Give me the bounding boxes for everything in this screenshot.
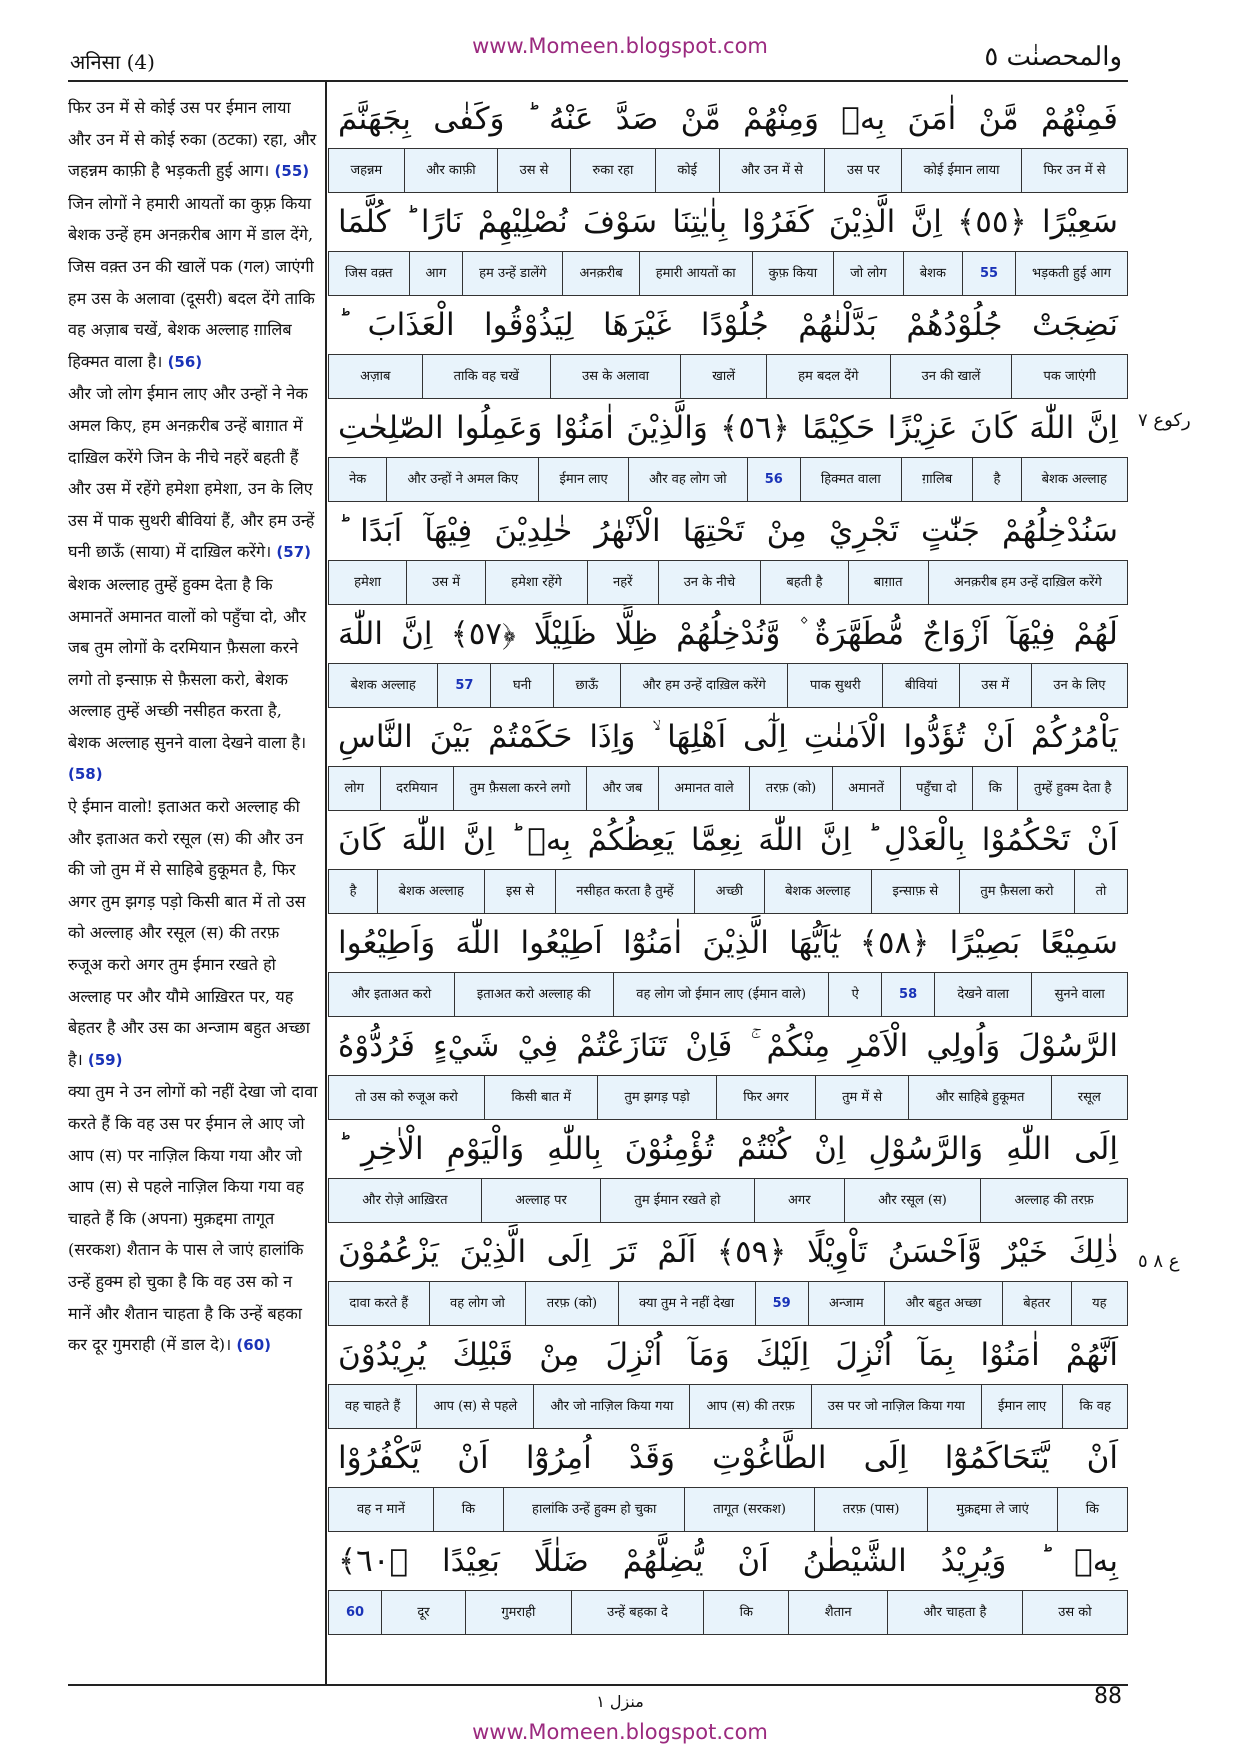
gloss-cell: गुमराही (465, 1591, 571, 1634)
gloss-cell: छाऊँ (553, 664, 620, 707)
gloss-cell: और काफ़ी (404, 149, 497, 192)
gloss-cell: तो उस को रुजूअ करो (355, 1089, 458, 1105)
verse-number-cell: 57 (437, 664, 490, 707)
gloss-cell: और वह लोग जो (628, 458, 747, 501)
translation-text: फिर उन में से कोई उस पर ईमान लाया और उन में से कोई रुका (ठटका) रहा, और जहन्नम काफ़ी है भड़कती हुई आग। (68, 98, 317, 181)
gloss-cell: अच्छी (694, 870, 763, 913)
gloss-cell: अल्लाह पर (481, 1179, 600, 1222)
gloss-cell: और इताअत करो (351, 986, 432, 1002)
bottom-rule (68, 1684, 1128, 1686)
gloss-cell: अल्लाह की तरफ़ (980, 1179, 1127, 1222)
gloss-cell: तागूत (सरकश) (684, 1488, 814, 1531)
gloss-cell: तुम ईमान रखते हो (600, 1179, 754, 1222)
gloss-cell: उन्हें बहका दे (571, 1591, 704, 1634)
ruku-mark: ركوع ٧ (1138, 410, 1191, 431)
gloss-cell: हिक्मत वाला (800, 458, 901, 501)
gloss-cell: और रसूल (स) (844, 1179, 980, 1222)
translation-paragraph (68, 791, 318, 1076)
translation-paragraph (68, 569, 318, 791)
verse-number-cell: 55 (962, 252, 1015, 295)
gloss-cell: हम बदल देंगे (766, 355, 889, 398)
verse-number: (57) (276, 543, 311, 562)
gloss-cell: आप (स) से पहले (416, 1385, 533, 1428)
gloss-cell: हम उन्हें डालेंगे (462, 252, 562, 295)
gloss-cell: वह लोग जो ईमान लाए (ईमान वाले) (613, 973, 828, 1016)
gloss-cell: तुम फ़ैसला करो (959, 870, 1074, 913)
gloss-cell: जो लोग (833, 252, 903, 295)
gloss-cell: क्या तुम ने नहीं देखा (618, 1282, 755, 1325)
arabic-line: الرَّسُوْلَ وَاُولِي الْاَمْرِ مِنْكُمْ ۚ فَاِنْ تَنَازَعْتُمْ فِيْ شَيْءٍ فَرُدُّوْهُ (338, 1028, 1118, 1064)
gloss-cell: कि (972, 767, 1017, 810)
gloss-cell: उस पर जो नाज़िल किया गया (811, 1385, 981, 1428)
gloss-row (328, 972, 1128, 1017)
gloss-cell: खालें (680, 355, 766, 398)
gloss-row (328, 1075, 1128, 1120)
gloss-cell: उस में (406, 561, 485, 604)
gloss-cell: और रोज़े आख़िरत (362, 1192, 448, 1208)
gloss-cell: और बहुत अच्छा (884, 1282, 1002, 1325)
gloss-cell: बीवियां (882, 664, 959, 707)
page-number: 88 (1094, 1684, 1122, 1709)
translation-paragraph (68, 92, 318, 188)
gloss-cell: बेशक अल्लाह (1021, 458, 1128, 501)
gloss-cell: रुका रहा (570, 149, 655, 192)
gloss-cell: नसीहत करता है तुम्हें (555, 870, 694, 913)
gloss-cell: कि वह (1062, 1385, 1127, 1428)
verse-number: (60) (236, 1336, 272, 1355)
gloss-row (328, 560, 1128, 605)
gloss-cell: ईमान लाए (981, 1385, 1062, 1428)
gloss-cell: तरफ़ (को) (749, 767, 832, 810)
gloss-row (328, 1590, 1128, 1635)
translation-column (68, 92, 318, 1362)
gloss-cell: देखने वाला (934, 973, 1031, 1016)
gloss-cell: पक जाएंगी (1011, 355, 1127, 398)
gloss-cell: अन्जाम (808, 1282, 884, 1325)
translation-text: जिन लोगों ने हमारी आयतों का कुफ़्र किया बेशक उन्हें हम अनक़रीब आग में डाल देंगे, जिस वक़्त उन की खालें पक (गल) जाएंगी हम उस के अलावा (दूसरी) बदल देंगे ताकि वह अज़ाब चखें, बेशक अल्लाह ग़ालिब हिक्मत वाला है। (68, 193, 315, 371)
manzil-label: منزل ١ (596, 1692, 644, 1711)
translation-text: बेशक अल्लाह तुम्हें हुक्म देता है कि अमानतें अमानत वालों को पहुँचा दो, और जब तुम लोगों के दरमियान फ़ैसला करने लगो तो इन्साफ़ से फ़ैसला करो, बेशक अल्लाह तुम्हें अच्छी नसीहत करता है, बेशक अल्लाह सुनने वाला देखने वाला है। (68, 574, 307, 752)
gloss-cell: अनक़रीब (562, 252, 638, 295)
gloss-cell: घनी (490, 664, 552, 707)
gloss-cell: जिस वक़्त (345, 265, 393, 281)
gloss-cell: कि (1057, 1488, 1127, 1531)
gloss-cell: कुफ़ किया (752, 252, 833, 295)
gloss-cell: किसी बात में (484, 1076, 597, 1119)
gloss-cell: है (972, 458, 1020, 501)
arabic-line: بِهٖ ؕ وَيُرِيْدُ الشَّيْطٰنُ اَنْ يُّضِلَّهُمْ ضَلٰلًا بَعِيْدًا ﴿٦٠﴾ (338, 1543, 1118, 1579)
gloss-cell: बेशक अल्लाह (350, 677, 416, 693)
gloss-row (328, 148, 1128, 193)
arabic-line: سَنُدْخِلُهُمْ جَنّٰتٍ تَجْرِيْ مِنْ تَحْتِهَا الْاَنْهٰرُ خٰلِدِيْنَ فِيْهَآ اَبَدًا ؕ (338, 513, 1118, 549)
gloss-cell: तुम में से (815, 1076, 908, 1119)
gloss-row (328, 251, 1128, 296)
word-by-word-column (328, 90, 1128, 1635)
gloss-cell: अनक़रीब हम उन्हें दाख़िल करेंगे (928, 561, 1127, 604)
gloss-cell: और हम उन्हें दाख़िल करेंगे (620, 664, 788, 707)
gloss-cell: दावा करते हैं (349, 1295, 409, 1311)
gloss-cell: तरफ़ (पास) (814, 1488, 927, 1531)
gloss-cell: ईमान लाए (538, 458, 627, 501)
gloss-cell: ग़ालिब (901, 458, 973, 501)
translation-text: और जो लोग ईमान लाए और उन्हों ने नेक अमल किए, हम अनक़रीब उन्हें बाग़ात में दाख़िल करेंगे जिन के नीचे नहरें बहती हैं और उस में रहेंगे हमेशा हमेशा, उन के लिए उस में पाक सुथरी बीवियां हैं, और हम उन्हें घनी छाऊँ (साया) में दाख़िल करेंगे। (68, 384, 315, 562)
gloss-cell: हालांकि उन्हें हुक्म हो चुका (503, 1488, 684, 1531)
verse-number-cell: 59 (755, 1282, 808, 1325)
gloss-cell: उस को (1022, 1591, 1127, 1634)
verse-number: (59) (87, 1050, 123, 1069)
translation-paragraph (68, 1076, 318, 1361)
gloss-cell: लोग (344, 780, 364, 796)
verse-number-cell: 56 (747, 458, 800, 501)
arabic-line: اَنَّهُمْ اٰمَنُوْا بِمَآ اُنْزِلَ اِلَيْكَ وَمَآ اُنْزِلَ مِنْ قَبْلِكَ يُرِيْدُوْنَ (338, 1337, 1118, 1373)
gloss-cell: जहन्नम (350, 162, 383, 178)
arabic-line: نَضِجَتْ جُلُوْدُهُمْ بَدَّلْنٰهُمْ جُلُوْدًا غَيْرَهَا لِيَذُوْقُوا الْعَذَابَ ؕ (338, 307, 1118, 343)
gloss-row (328, 663, 1128, 708)
gloss-cell: तुम्हें हुक्म देता है (1017, 767, 1127, 810)
verse-number-cell: 60 (345, 1604, 365, 1620)
gloss-cell: इताअत करो अल्लाह की (454, 973, 613, 1016)
gloss-cell: बेहतर (1002, 1282, 1071, 1325)
gloss-cell: हमारी आयतों का (639, 252, 752, 295)
arabic-line: سَعِيْرًا ﴿٥٥﴾ اِنَّ الَّذِيْنَ كَفَرُوْا بِاٰيٰتِنَا سَوْفَ نُصْلِيْهِمْ نَارًا ؕ كُلَّمَا (338, 204, 1118, 240)
gloss-cell: आग (409, 252, 463, 295)
gloss-cell: कोई (655, 149, 719, 192)
translation-text: ऐ ईमान वालो! इताअत करो अल्लाह की और इताअत करो रसूल (स) की और उन की जो तुम में से साहिबे हुकूमत है, फिर अगर तुम झगड़ पड़ो किसी बात में तो उस को अल्लाह और रसूल (स) की तरफ़ रुजूअ करो अगर तुम ईमान रखते हो अल्लाह पर और यौमे आख़िरत पर, यह बेहतर है और उस का अन्जाम बहुत अच्छा है। (68, 797, 310, 1069)
gloss-cell: और जो नाज़िल किया गया (533, 1385, 689, 1428)
header-url[interactable]: www.Momeen.blogspot.com (472, 34, 768, 58)
gloss-row (328, 1487, 1128, 1532)
gloss-row (328, 1384, 1128, 1429)
gloss-cell: बहती है (760, 561, 847, 604)
gloss-cell: इस से (484, 870, 554, 913)
gloss-cell: उस पर (824, 149, 901, 192)
translation-paragraph (68, 378, 318, 569)
arabic-line: اَنْ تَحْكُمُوْا بِالْعَدْلِ ؕ اِنَّ اللّٰهَ نِعِمَّا يَعِظُكُمْ بِهٖ ؕ اِنَّ اللّٰهَ كَانَ (338, 822, 1118, 858)
arabic-line: اِلَى اللّٰهِ وَالرَّسُوْلِ اِنْ كُنْتُمْ تُؤْمِنُوْنَ بِاللّٰهِ وَالْيَوْمِ الْاٰخِرِ ؕ (338, 1131, 1118, 1167)
gloss-cell: और उन में से (719, 149, 825, 192)
gloss-cell: रसूल (1051, 1076, 1127, 1119)
gloss-row (328, 1178, 1128, 1223)
gloss-cell: तो (1074, 870, 1127, 913)
verse-number: (56) (167, 352, 203, 371)
gloss-cell: वह न मानें (356, 1501, 405, 1517)
arabic-line: اَنْ يَّتَحَاكَمُوْٓا اِلَى الطَّاغُوْتِ وَقَدْ اُمِرُوْٓا اَنْ يَّكْفُرُوْا (338, 1440, 1118, 1476)
arabic-line: يَاْمُرُكُمْ اَنْ تُؤَدُّوا الْاَمٰنٰتِ اِلٰٓى اَهْلِهَا ۙ وَاِذَا حَكَمْتُمْ بَيْنَ النَّاسِ (338, 719, 1118, 755)
arabic-line: سَمِيْعًا بَصِيْرًا ﴿٥٨﴾ يٰٓاَيُّهَا الَّذِيْنَ اٰمَنُوْٓا اَطِيْعُوا اللّٰهَ وَاَطِيْعُوا (338, 925, 1118, 961)
gloss-cell: तरफ़ (को) (525, 1282, 617, 1325)
gloss-cell: नेक (349, 471, 367, 487)
gloss-cell: आप (स) की तरफ़ (689, 1385, 810, 1428)
verse-number: (55) (274, 162, 310, 181)
arabic-line: فَمِنْهُمْ مَّنْ اٰمَنَ بِهٖ وَمِنْهُمْ مَّنْ صَدَّ عَنْهُ ؕ وَكَفٰى بِجَهَنَّمَ (338, 101, 1118, 137)
gloss-cell: ताकि वह चखें (422, 355, 551, 398)
gloss-cell: वह लोग जो (429, 1282, 526, 1325)
gloss-row (328, 766, 1128, 811)
gloss-cell: अगर (754, 1179, 844, 1222)
footer-url[interactable]: www.Momeen.blogspot.com (472, 1720, 768, 1744)
ruku-mark: ع ٨ ٥ (1138, 1251, 1180, 1272)
gloss-row (328, 354, 1128, 399)
gloss-cell: इन्साफ़ से (871, 870, 959, 913)
gloss-cell: यह (1071, 1282, 1127, 1325)
verse-number: (58) (68, 765, 103, 784)
gloss-cell: नहरें (587, 561, 658, 604)
gloss-cell: अमानतें (832, 767, 900, 810)
gloss-cell: अज़ाब (360, 368, 391, 384)
translation-paragraph (68, 188, 318, 379)
gloss-cell: पहुँचा दो (900, 767, 972, 810)
surah-name: अनिसा (4) (70, 50, 155, 74)
gloss-cell: उन की खालें (890, 355, 1012, 398)
gloss-cell: वह चाहते हैं (345, 1398, 401, 1414)
top-rule (68, 80, 1128, 82)
gloss-cell: हमेशा रहेंगे (485, 561, 587, 604)
gloss-cell: है (349, 883, 357, 899)
gloss-cell: उन के नीचे (658, 561, 761, 604)
arabic-line: لَهُمْ فِيْهَآ اَزْوَاجٌ مُّطَهَّرَةٌ ۫ وَّنُدْخِلُهُمْ ظِلًّا ظَلِيْلًا ﴿٥٧﴾ اِنَّ اللّٰهَ (338, 616, 1118, 652)
gloss-cell: बेशक अल्लाह (377, 870, 484, 913)
gloss-cell: मुक़द्दमा ले जाएं (927, 1488, 1056, 1531)
gloss-cell: कि (433, 1488, 503, 1531)
gloss-cell: हमेशा (354, 574, 381, 590)
gloss-cell: भड़कती हुई आग (1015, 252, 1127, 295)
gloss-cell: बेशक (903, 252, 962, 295)
gloss-cell: शैतान (788, 1591, 887, 1634)
gloss-cell: और जब (586, 767, 658, 810)
gloss-cell: और चाहता है (887, 1591, 1022, 1634)
verse-number-cell: 58 (881, 973, 934, 1016)
arabic-line: اِنَّ اللّٰهَ كَانَ عَزِيْزًا حَكِيْمًا ﴿٥٦﴾ وَالَّذِيْنَ اٰمَنُوْا وَعَمِلُوا الصّٰلِحٰتِ (338, 410, 1118, 446)
gloss-row (328, 869, 1128, 914)
gloss-cell: तुम फ़ैसला करने लगो (453, 767, 586, 810)
gloss-cell: उस से (497, 149, 570, 192)
gloss-cell: कि (703, 1591, 788, 1634)
gloss-cell: उन के लिए (1031, 664, 1127, 707)
gloss-cell: उस के अलावा (550, 355, 680, 398)
gloss-cell: दरमियान (380, 767, 454, 810)
gloss-cell: तुम झगड़ पड़ो (597, 1076, 716, 1119)
gloss-cell: ऐ (828, 973, 881, 1016)
gloss-cell: उस में (959, 664, 1031, 707)
gloss-cell: बेशक अल्लाह (764, 870, 871, 913)
gloss-cell: फिर अगर (716, 1076, 815, 1119)
gloss-cell: सुनने वाला (1031, 973, 1127, 1016)
column-divider (325, 82, 327, 1684)
gloss-cell: कोई ईमान लाया (901, 149, 1021, 192)
gloss-cell: पाक सुथरी (787, 664, 882, 707)
gloss-cell: दूर (381, 1591, 465, 1634)
gloss-row (328, 1281, 1128, 1326)
gloss-row (328, 457, 1128, 502)
gloss-cell: फिर उन में से (1021, 149, 1127, 192)
arabic-line: ذٰلِكَ خَيْرٌ وَّاَحْسَنُ تَاْوِيْلًا ﴿٥٩﴾ اَلَمْ تَرَ اِلَى الَّذِيْنَ يَزْعُمُوْنَ (338, 1234, 1118, 1270)
gloss-cell: बाग़ात (848, 561, 928, 604)
gloss-cell: अमानत वाले (658, 767, 749, 810)
translation-text: क्या तुम ने उन लोगों को नहीं देखा जो दावा करते हैं कि वह उस पर ईमान ले आए जो आप (स) पर नाज़िल किया गया और जो आप (स) से पहले नाज़िल किया गया वह चाहते हैं कि (अपना) मुक़द्दमा तागूत (सरकश) शैतान के पास ले जाएं हालांकि उन्हें हुक्म हो चुका है कि वह उस को न मानें और शैतान चाहता है कि उन्हें बहका कर दूर गुमराही (में डाल दे)। (68, 1082, 318, 1355)
gloss-cell: और उन्हों ने अमल किए (386, 458, 538, 501)
juz-name: والمحصنٰت ٥ (984, 42, 1122, 72)
gloss-cell: और साहिबे हुकूमत (908, 1076, 1050, 1119)
